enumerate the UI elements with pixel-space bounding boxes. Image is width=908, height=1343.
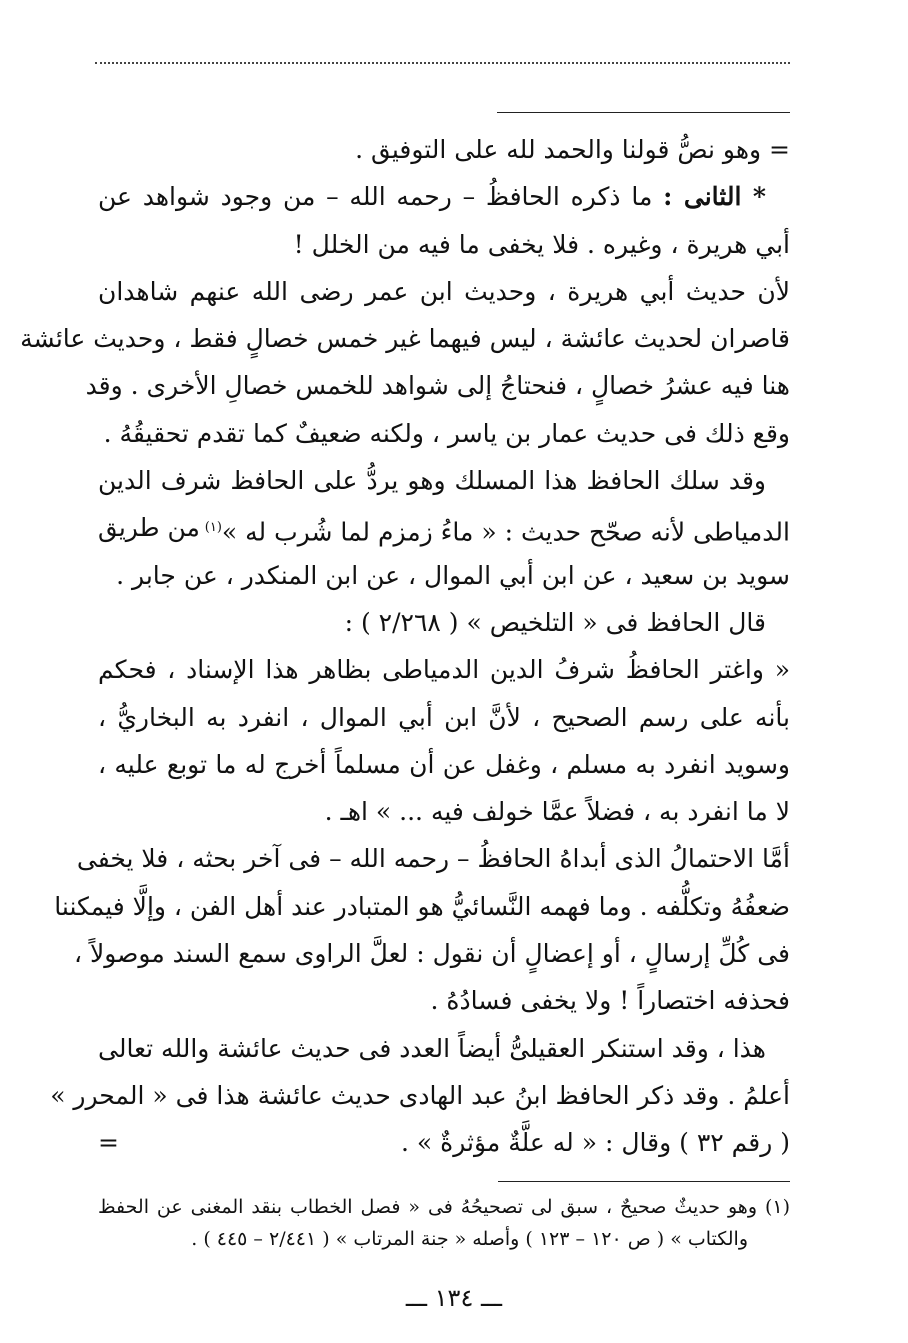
text-line: = وهو نصُّ قولنا والحمد لله على التوفيق . (355, 135, 790, 164)
text-line: قاصران لحديث عائشة ، ليس فيهما غير خمس خصالٍ فقط ، وحديث عائشة (20, 324, 790, 354)
text-line: ضعفُهُ وتكلُّفه . وما فهمه النَّسائيُّ هو المتبادر عند أهل الفن ، وإلَّا فيمكننا (54, 891, 790, 921)
text-line: فحذفه اختصاراً ! ولا يخفى فسادُهُ . (430, 986, 790, 1016)
text-line: ( رقم ٣٢ ) وقال : « له علَّةٌ مؤثرةٌ » . = (98, 1119, 790, 1166)
text-line: بأنه على رسم الصحيح ، لأنَّ ابن أبي الموال ، انفرد به البخاريُّ ، (98, 702, 790, 732)
text-line: الدمياطى لأنه صحّح حديث : « ماءُ زمزم لما شُرب له »$^{(١)}$ من طريق (98, 513, 790, 547)
text-line: أبي هريرة ، وغيره . فلا يخفى ما فيه من الخلل ! (293, 229, 790, 259)
continuation-rule (497, 112, 790, 113)
text-line: وقد سلك الحافظ هذا المسلك وهو يردُّ على الحافظ شرف الدين (98, 466, 766, 496)
text-line: فى كُلِّ إرسالٍ ، أو إعضالٍ أن نقول : لعلَّ الراوى سمع السند موصولاً ، (73, 939, 790, 969)
text-line: « واغتر الحافظُ شرفُ الدين الدمياطى بظاهر هذا الإسناد ، فحكم (98, 655, 790, 685)
point-marker: * الثانى : (663, 182, 767, 212)
footnote-ref: (١) (204, 520, 222, 536)
footnote-line: (١) وهو حديثٌ صحيحٌ ، سبق لى تصحيحُهُ فى « فصل الخطاب بنقد المغنى عن الحفظ (98, 1196, 790, 1218)
text-line: * الثانى : ما ذكره الحافظُ – رحمه الله – من وجود شواهد عن (98, 182, 767, 212)
text-line: سويد بن سعيد ، عن ابن أبي الموال ، عن ابن المنكدر ، عن جابر . (116, 560, 790, 590)
text-line: هنا فيه عشرُ خصالٍ ، فنحتاجُ إلى شواهد للخمس خصالِ الأخرى . وقد (85, 371, 790, 401)
footnote-line: والكتاب » ( ص ١٢٠ – ١٢٣ ) وأصله « جنة المرتاب » ( ٢/٤٤١ – ٤٤٥ ) . (191, 1228, 748, 1250)
text-line: أعلمُ . وقد ذكر الحافظ ابنُ عبد الهادى حديث عائشة هذا فى « المحرر » (50, 1080, 790, 1110)
footnote-rule (498, 1181, 790, 1182)
footnotes (98, 1191, 790, 1255)
text-line: هذا ، وقد استنكر العقيلىُّ أيضاً العدد فى حديث عائشة والله تعالى (98, 1033, 766, 1063)
text-line: أمَّا الاحتمالُ الذى أبداهُ الحافظُ – رحمه الله – فى آخر بحثه ، فلا يخفى (76, 844, 790, 874)
text-line: لأن حديث أبي هريرة ، وحديث ابن عمر رضى الله عنهم شاهدان (98, 276, 790, 306)
header-dotted-rule (95, 62, 790, 64)
continuation-mark: = (98, 1128, 119, 1158)
text-line: لا ما انفرد به ، فضلاً عمَّا خولف فيه ... » اهـ . (324, 797, 790, 827)
main-text (20, 126, 790, 1167)
text-line: وسويد انفرد به مسلم ، وغفل عن أن مسلماً أخرج له ما توبع عليه ، (98, 749, 790, 779)
text-line: وقع ذلك فى حديث عمار بن ياسر ، ولكنه ضعيفٌ كما تقدم تحقيقُهُ . (103, 418, 790, 448)
text-line: قال الحافظ فى « التلخيص » ( ٢/٢٦٨ ) : (344, 607, 766, 637)
page-number: ـــ ١٣٤ ـــ (405, 1284, 503, 1312)
